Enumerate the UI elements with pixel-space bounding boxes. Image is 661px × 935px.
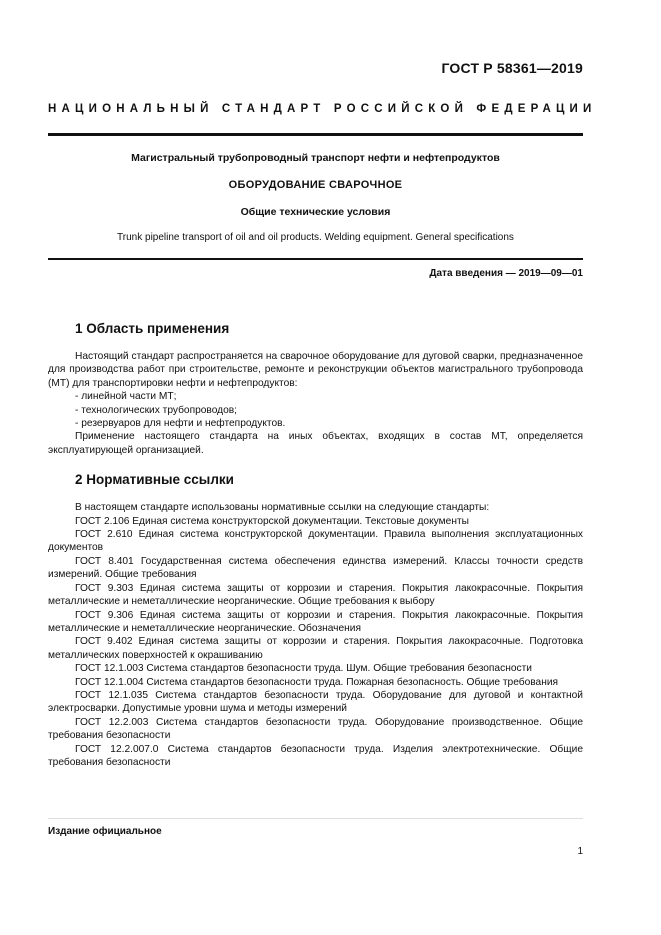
national-standard-title: НАЦИОНАЛЬНЫЙ СТАНДАРТ РОССИЙСКОЙ ФЕДЕРАЦИИ <box>48 103 597 115</box>
list-item: - резервуаров для нефти и нефтепродуктов. <box>75 418 286 430</box>
list-item: - технологических трубопроводов; <box>75 404 238 416</box>
reference-item: ГОСТ 12.1.035 Система стандартов безопасности труда. Оборудование для дуговой и контактной электросварки. Допустимые уровни шума и методы измерений <box>48 689 583 715</box>
header-rule <box>48 133 583 136</box>
english-title: Trunk pipeline transport of oil and oil products. Welding equipment. General specifications <box>117 232 514 243</box>
list-item: - линейной части МТ; <box>75 391 177 403</box>
page-number: 1 <box>577 846 583 857</box>
section-1-heading: 1 Область применения <box>75 321 230 336</box>
document-code: ГОСТ Р 58361—2019 <box>441 60 583 76</box>
scope-list <box>48 390 583 430</box>
section-2-heading: 2 Нормативные ссылки <box>75 472 234 488</box>
introduction-date: Дата введения — 2019—09—01 <box>429 268 583 279</box>
document-body <box>48 320 583 769</box>
reference-item: ГОСТ 9.402 Единая система защиты от коррозии и старения. Покрытия лакокрасочные. Подготовка металлических поверхностей к окрашиванию <box>48 636 583 661</box>
document-title: Магистральный трубопроводный транспорт нефти и нефтепродуктов <box>131 152 500 164</box>
edition-label: Издание официальное <box>48 826 162 837</box>
document-subtitle-2: Общие технические условия <box>240 206 391 218</box>
title-rule <box>48 258 583 260</box>
reference-item: ГОСТ 2.106 Единая система конструкторской документации. Текстовые документы <box>75 515 469 527</box>
reference-item: ГОСТ 12.1.003 Система стандартов безопасности труда. Шум. Общие требования безопасности <box>75 663 532 675</box>
section-1-paragraph-2: Применение настоящего стандарта на иных объектах, входящих в состав МТ, определяется эксплуатирующей организацией. <box>48 431 583 456</box>
reference-item: ГОСТ 12.1.004 Система стандартов безопасности труда. Пожарная безопасность. Общие требования <box>75 676 559 688</box>
footer-rule <box>48 818 583 819</box>
reference-item: ГОСТ 9.303 Единая система защиты от коррозии и старения. Покрытия лакокрасочные. Покрытия металлические и неметаллические неорганические. Общие требования к выбору <box>48 582 583 608</box>
section-2-intro: В настоящем стандарте использованы нормативные ссылки на следующие стандарты: <box>75 502 490 514</box>
reference-item: ГОСТ 9.306 Единая система защиты от коррозии и старения. Покрытия лакокрасочные. Покрытия металлические и неметаллические неорганические. Обозначения <box>48 609 583 634</box>
section-1-paragraph: Настоящий стандарт распространяется на сварочное оборудование для дуговой сварки, предназначенное для производства работ при строительстве, ремонте и реконструкции объектов магистрального трубопровода (МТ) для транспортировки нефти и нефтепродуктов: <box>48 351 583 389</box>
reference-item: ГОСТ 2.610 Единая система конструкторской документации. Правила выполнения эксплуатационных документов <box>48 529 583 554</box>
reference-item: ГОСТ 12.2.003 Система стандартов безопасности труда. Оборудование производственное. Общие требования безопасности <box>48 716 583 742</box>
document-subtitle: ОБОРУДОВАНИЕ СВАРОЧНОЕ <box>228 179 403 191</box>
reference-item: ГОСТ 8.401 Государственная система обеспечения единства измерений. Классы точности средств измерений. Общие требования <box>48 555 583 581</box>
reference-item: ГОСТ 12.2.007.0 Система стандартов безопасности труда. Изделия электротехнические. Общие требования безопасности <box>48 743 583 768</box>
